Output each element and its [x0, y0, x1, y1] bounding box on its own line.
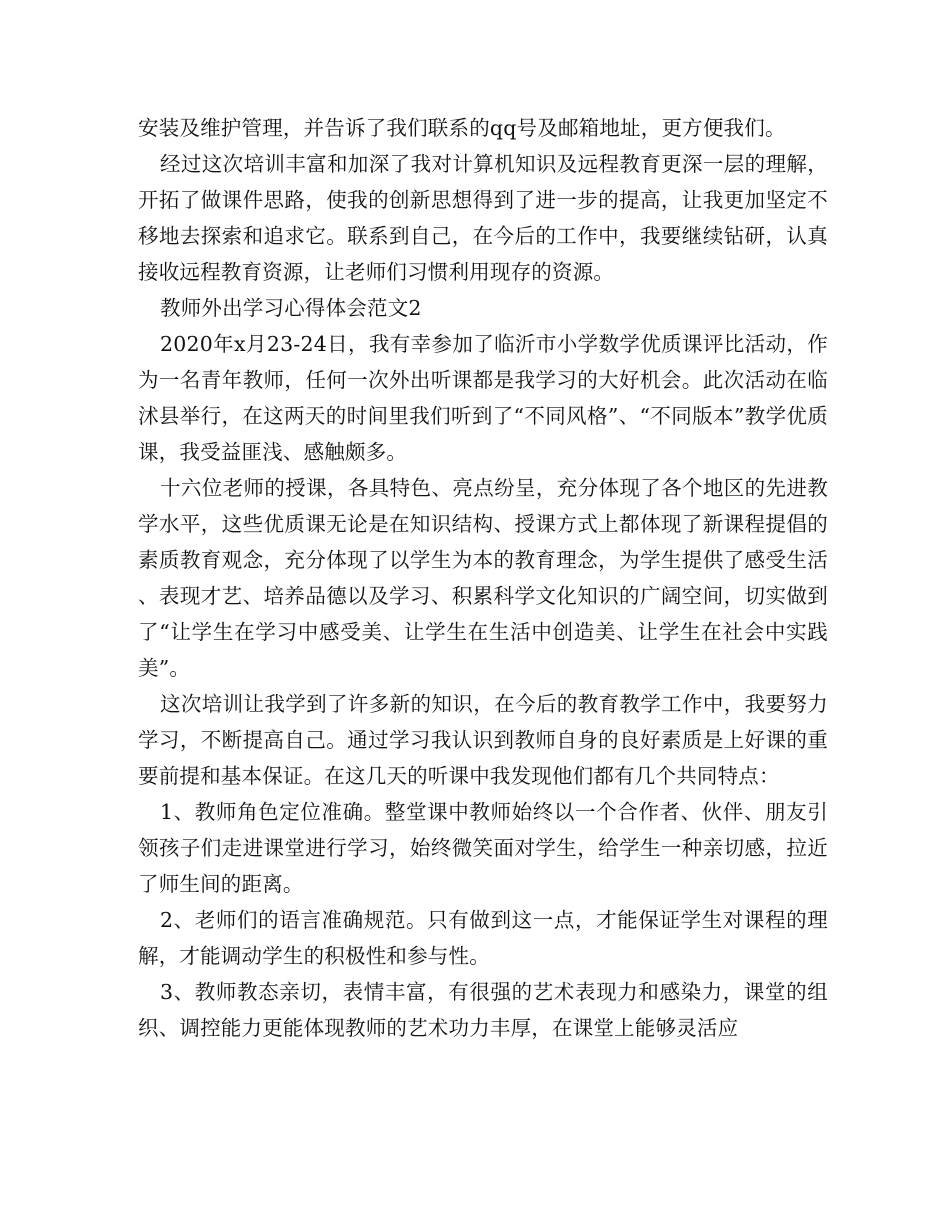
section-heading: 教师外出学习心得体会范文2 [160, 296, 422, 320]
list-item-point-3: 3、教师教态亲切，表情丰富，有很强的艺术表现力和感染力，课堂的组织、调控能力更能体现教师的艺术功力丰厚，在课堂上能够灵活应 [138, 980, 828, 1040]
list-item-point-2: 2、老师们的语言准确规范。只有做到这一点，才能保证学生对课程的理解，才能调动学生的积极性和参与性。 [138, 908, 828, 968]
list-item-point-1: 1、教师角色定位准确。整堂课中教师始终以一个合作者、伙伴、朋友引领孩子们走进课堂进行学习，始终微笑面对学生，给学生一种亲切感，拉近了师生间的距离。 [138, 800, 828, 896]
document-body [138, 110, 828, 1046]
paragraph-training-summary: 经过这次培训丰富和加深了我对计算机知识及远程教育更深一层的理解，开拓了做课件思路，使我的创新思想得到了进一步的提高，让我更加坚定不移地去探索和追求它。联系到自己，在今后的工作中，我要继续钻研，认真接收远程教育资源，让老师们习惯利用现存的资源。 [138, 152, 828, 284]
paragraph-continuation: 安装及维护管理，并告诉了我们联系的qq号及邮箱地址，更方便我们。 [138, 116, 786, 140]
paragraph-teachers-lessons: 十六位老师的授课，各具特色、亮点纷呈，充分体现了各个地区的先进教学水平，这些优质课无论是在知识结构、授课方式上都体现了新课程提倡的素质教育观念，充分体现了以学生为本的教育理念，为学生提供了感受生活、表现才艺、培养品德以及学习、积累科学文化知识的广阔空间，切实做到了“让学生在学习中感受美、让学生在生活中创造美、让学生在社会中实践美”。 [138, 476, 828, 680]
paragraph-training-learning: 这次培训让我学到了许多新的知识，在今后的教育教学工作中，我要努力学习，不断提高自己。通过学习我认识到教师自身的良好素质是上好课的重要前提和基本保证。在这几天的听课中我发现他们都有几个共同特点： [138, 692, 828, 788]
paragraph-event-intro: 2020年x月23-24日，我有幸参加了临沂市小学数学优质课评比活动，作为一名青年教师，任何一次外出听课都是我学习的大好机会。此次活动在临沭县举行，在这两天的时间里我们听到了“不同风格”、“不同版本”教学优质课，我受益匪浅、感触颇多。 [138, 332, 828, 464]
